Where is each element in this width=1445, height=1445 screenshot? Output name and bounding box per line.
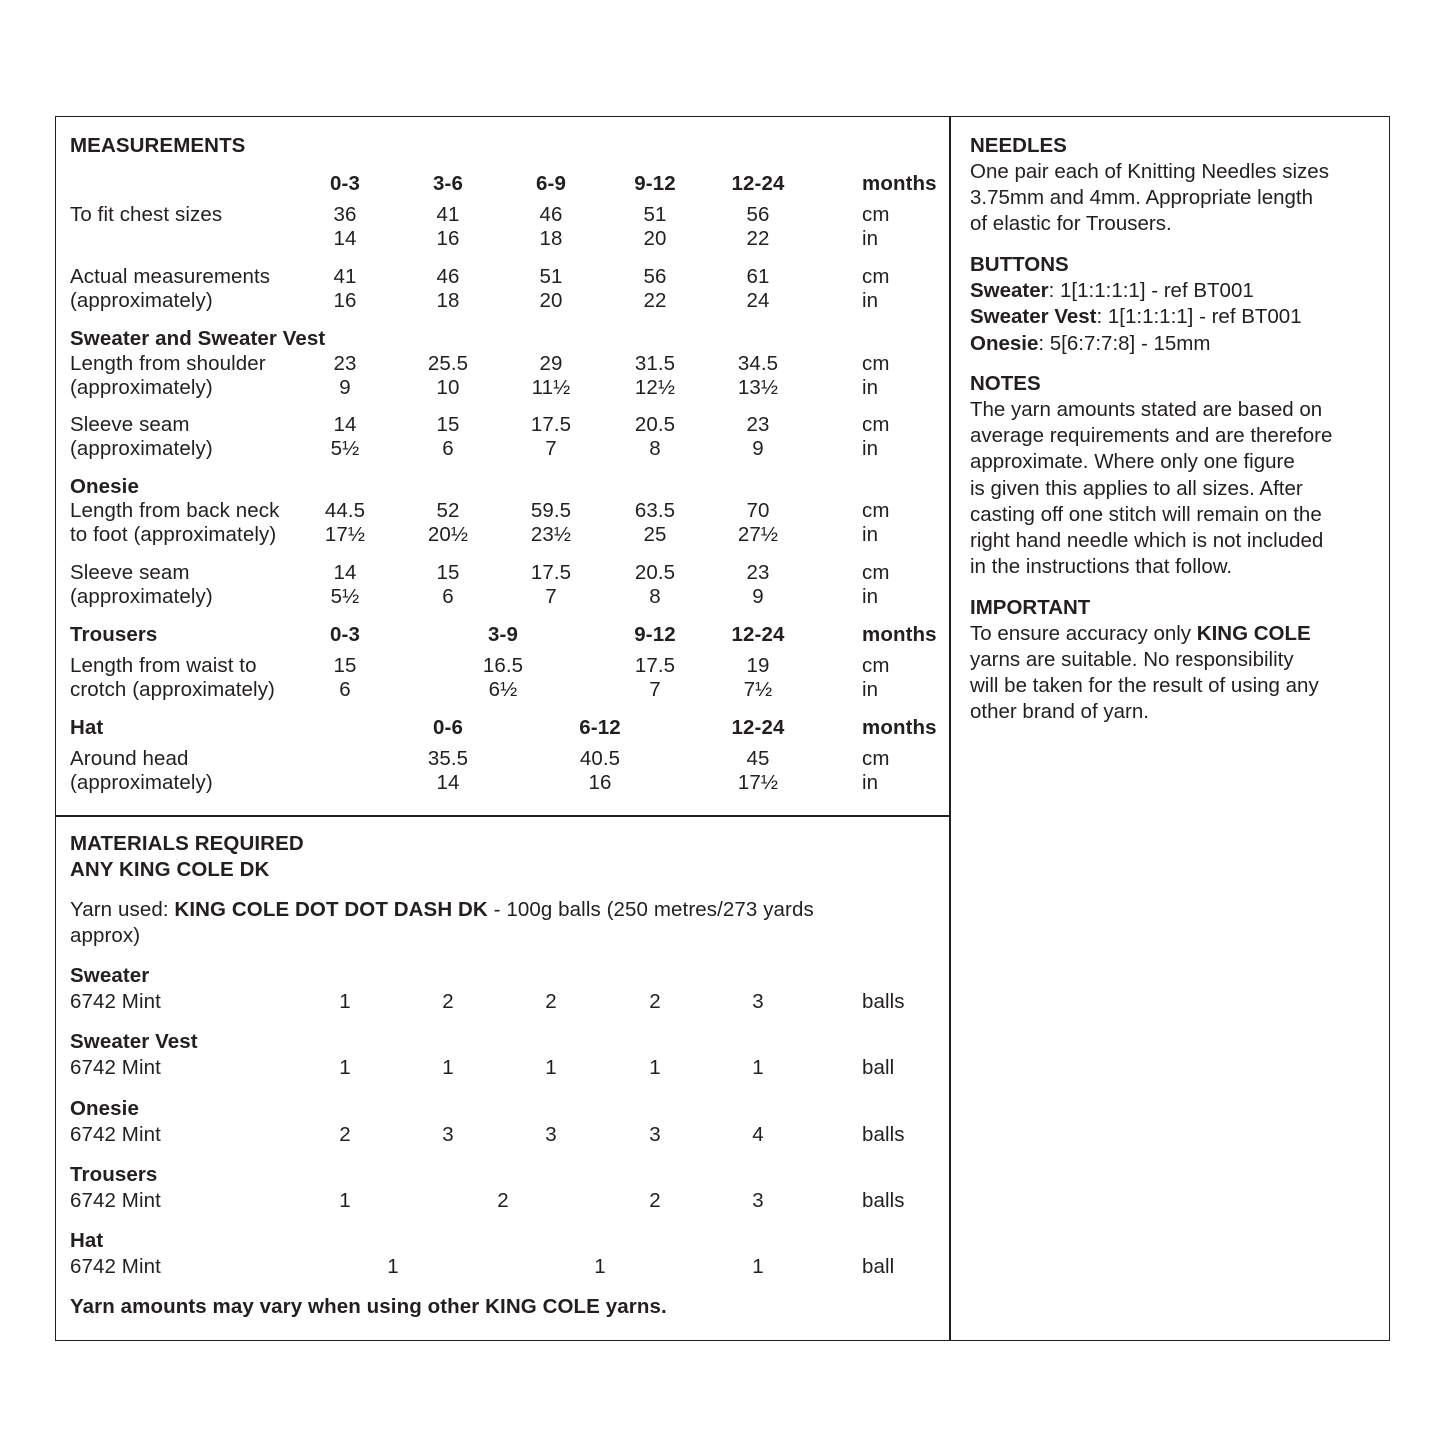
material-colour: 6742 Mint [70, 990, 161, 1013]
materials-footnote: Yarn amounts may vary when using other KING COLE yarns. [70, 1295, 667, 1318]
needles-text: of elastic for Trousers. [970, 212, 1172, 235]
important-prefix: To ensure accuracy only [970, 622, 1197, 645]
material-amount: 3 [752, 1189, 764, 1212]
onesie-length-cm-cell: 63.5 [634, 499, 676, 522]
section-title: MATERIALS REQUIRED [70, 832, 304, 855]
trousers-in-cell: 7 [649, 678, 661, 701]
trousers-size-header-cell: 9-12 [634, 623, 676, 646]
notes-text: right hand needle which is not included [970, 529, 1324, 552]
material-colour: 6742 Mint [70, 1255, 161, 1278]
chest-in-cell: 14 [333, 227, 357, 250]
material-heading: Trousers [70, 1163, 158, 1186]
hat-size-header-unit: months [862, 716, 937, 739]
hat-cm-cell: 45 [746, 747, 770, 770]
needles-text: One pair each of Knitting Needles sizes [970, 160, 1329, 183]
notes-text: in the instructions that follow. [970, 555, 1233, 579]
yarn-used-line [70, 898, 814, 922]
actual-in-cell: 20 [539, 289, 563, 312]
important-text [970, 621, 1311, 647]
onesie-sleeve-in-cell: 7 [545, 585, 557, 608]
hat-in-cell: 14 [436, 771, 460, 794]
onesie-length-cm-cell: 59.5 [530, 499, 572, 522]
sweater-sleeve-cm-cell: 20.5 [634, 413, 676, 436]
material-unit: balls [862, 1123, 905, 1146]
row-label: To fit chest sizes [70, 203, 223, 226]
buttons-title: BUTTONS [970, 253, 1069, 276]
row-label: (approximately) [70, 289, 213, 312]
material-unit: ball [862, 1255, 895, 1278]
button-item-value: : 1[1:1:1:1] - ref BT001 [1096, 305, 1302, 329]
material-unit: ball [862, 1056, 895, 1079]
onesie-length-in-unit: in [862, 523, 879, 546]
onesie-sleeve-cm-unit: cm [862, 561, 890, 584]
row-label: (approximately) [70, 437, 213, 460]
trousers-in-unit: in [862, 678, 879, 701]
chest-in-cell: 20 [643, 227, 667, 250]
material-amount: 2 [649, 990, 661, 1013]
sweater-length-cm-cell: 25.5 [427, 352, 469, 375]
actual-in-cell: 18 [436, 289, 460, 312]
section-divider [55, 815, 950, 817]
button-item-label: Sweater Vest [970, 305, 1097, 329]
row-label: (approximately) [70, 585, 213, 608]
yarn-suffix: - 100g balls (250 metres/273 yards [487, 898, 814, 921]
sweater-length-cm-cell: 34.5 [737, 352, 779, 375]
material-amount: 1 [339, 990, 351, 1013]
material-heading: Sweater [70, 964, 150, 987]
actual-cm-cell: 41 [333, 265, 357, 288]
sweater-sleeve-in-cell: 7 [545, 437, 557, 460]
trousers-cm-cell: 17.5 [634, 654, 676, 677]
actual-cm-cell: 56 [643, 265, 667, 288]
onesie-sleeve-cm-cell: 15 [436, 561, 460, 584]
important-text: yarns are suitable. No responsibility [970, 648, 1294, 671]
material-heading: Onesie [70, 1097, 139, 1120]
material-colour: 6742 Mint [70, 1189, 161, 1212]
row-label: (approximately) [70, 771, 213, 794]
notes-text: The yarn amounts stated are based on [970, 398, 1323, 421]
actual-in-unit: in [862, 289, 879, 312]
sweater-sleeve-cm-cell: 23 [746, 413, 770, 436]
size-header-cell: 0-3 [330, 172, 360, 195]
trousers-in-cell: 7½ [743, 678, 773, 701]
onesie-sleeve-cm-cell: 20.5 [634, 561, 676, 584]
onesie-length-in-cell: 17½ [324, 523, 366, 546]
sweater-length-in-cell: 12½ [634, 376, 676, 399]
actual-in-cell: 16 [333, 289, 357, 312]
chest-in-cell: 16 [436, 227, 460, 250]
sweater-sleeve-cm-unit: cm [862, 413, 890, 436]
notes-text: is given this applies to all sizes. After [970, 476, 1303, 500]
section-title: MEASUREMENTS [70, 134, 246, 157]
chest-cm-cell: 36 [333, 203, 357, 226]
sweater-length-in-cell: 9 [339, 376, 351, 399]
onesie-sleeve-cm-cell: 14 [333, 561, 357, 584]
sweater-length-in-unit: in [862, 376, 879, 399]
size-header-cell: 3-6 [433, 172, 463, 195]
size-header-cell: 12-24 [731, 172, 785, 195]
hat-cm-unit: cm [862, 747, 890, 770]
material-amount: 1 [545, 1056, 557, 1079]
sweater-sleeve-in-unit: in [862, 437, 879, 460]
trousers-size-header-cell: 12-24 [731, 623, 785, 646]
row-label: crotch (approximately) [70, 678, 275, 701]
material-amount: 4 [752, 1123, 764, 1146]
actual-in-cell: 22 [643, 289, 667, 312]
notes-text: average requirements and are therefore [970, 424, 1333, 448]
hat-size-header-cell: 12-24 [731, 716, 785, 739]
button-item-value: : 1[1:1:1:1] - ref BT001 [1048, 279, 1254, 302]
onesie-sleeve-cm-cell: 23 [746, 561, 770, 584]
sweater-sleeve-cm-cell: 17.5 [530, 413, 572, 436]
material-amount: 3 [545, 1123, 557, 1146]
needles-title: NEEDLES [970, 134, 1067, 157]
onesie-length-cm-cell: 70 [746, 499, 770, 522]
yarn-used-line2: approx) [70, 924, 141, 947]
yarn-prefix: Yarn used: [70, 898, 175, 921]
onesie-length-cm-cell: 44.5 [324, 499, 366, 522]
onesie-sleeve-cm-cell: 17.5 [530, 561, 572, 584]
actual-cm-cell: 61 [746, 265, 770, 288]
material-amount: 2 [649, 1189, 661, 1212]
onesie-length-cm-cell: 52 [436, 499, 460, 522]
chest-cm-cell: 41 [436, 203, 460, 226]
chest-cm-cell: 51 [643, 203, 667, 226]
group-heading: Onesie [70, 475, 139, 498]
hat-size-header-cell: 0-6 [433, 716, 463, 739]
sweater-length-in-cell: 11½ [531, 376, 571, 399]
material-colour: 6742 Mint [70, 1056, 161, 1079]
size-header-cell: 9-12 [634, 172, 676, 195]
sweater-sleeve-cm-cell: 14 [333, 413, 357, 436]
row-label: to foot (approximately) [70, 523, 277, 546]
material-unit: balls [862, 990, 905, 1013]
size-header-unit: months [862, 172, 937, 195]
chest-in-unit: in [862, 227, 879, 250]
sweater-sleeve-in-cell: 6 [442, 437, 454, 460]
trousers-in-cell: 6½ [488, 678, 518, 701]
sweater-length-in-cell: 10 [436, 376, 460, 399]
row-label: Length from back neck [70, 499, 280, 522]
hat-in-cell: 16 [588, 771, 612, 794]
onesie-sleeve-in-cell: 6 [442, 585, 454, 608]
button-item-label: Onesie [970, 331, 1039, 355]
material-heading: Hat [70, 1229, 104, 1252]
actual-cm-unit: cm [862, 265, 890, 288]
important-text: will be taken for the result of using any [970, 674, 1319, 698]
material-amount: 3 [649, 1123, 661, 1146]
onesie-sleeve-in-cell: 8 [649, 585, 661, 608]
onesie-sleeve-in-unit: in [862, 585, 879, 608]
row-label: Sleeve seam [70, 413, 190, 436]
onesie-length-cm-unit: cm [862, 499, 890, 522]
hat-in-cell: 17½ [737, 771, 779, 794]
trousers-cm-cell: 16.5 [482, 654, 524, 677]
onesie-length-in-cell: 23½ [530, 523, 572, 546]
group-heading: Sweater and Sweater Vest [70, 327, 326, 350]
trousers-cm-cell: 15 [333, 654, 357, 677]
needles-text: 3.75mm and 4mm. Appropriate length [970, 186, 1313, 209]
actual-cm-cell: 46 [436, 265, 460, 288]
hat-in-unit: in [862, 771, 879, 794]
important-brand: KING COLE [1196, 622, 1311, 645]
hat-cm-cell: 40.5 [579, 747, 621, 770]
column-divider [949, 116, 951, 1341]
material-amount: 1 [649, 1056, 661, 1079]
hat-cm-cell: 35.5 [427, 747, 469, 770]
material-amount: 2 [442, 990, 454, 1013]
sweater-sleeve-in-cell: 5½ [330, 437, 360, 460]
material-amount: 1 [339, 1189, 351, 1212]
onesie-length-in-cell: 20½ [427, 523, 469, 546]
sweater-sleeve-in-cell: 8 [649, 437, 661, 460]
chest-cm-cell: 46 [539, 203, 563, 226]
material-amount: 1 [442, 1056, 454, 1079]
trousers-size-header-cell: 3-9 [488, 623, 518, 646]
material-amount: 2 [497, 1189, 509, 1212]
notes-title: NOTES [970, 372, 1041, 395]
material-amount: 2 [339, 1123, 351, 1146]
material-amount: 1 [752, 1056, 764, 1079]
hat-size-header-cell: 6-12 [579, 716, 621, 739]
row-label: Sleeve seam [70, 561, 190, 584]
important-text: other brand of yarn. [970, 700, 1149, 724]
sweater-length-in-cell: 13½ [737, 376, 779, 399]
material-amount: 1 [339, 1056, 351, 1079]
trousers-in-cell: 6 [339, 678, 351, 701]
sweater-sleeve-cm-cell: 15 [436, 413, 460, 436]
button-spec [970, 278, 1254, 304]
size-header-cell: 6-9 [536, 172, 566, 195]
actual-in-cell: 24 [746, 289, 770, 312]
onesie-length-in-cell: 27½ [737, 523, 779, 546]
material-amount: 1 [594, 1255, 606, 1278]
trousers-size-header-cell: 0-3 [330, 623, 360, 646]
trousers-size-header-unit: months [862, 623, 937, 646]
material-unit: balls [862, 1189, 905, 1212]
chest-in-cell: 18 [539, 227, 563, 250]
material-heading: Sweater Vest [70, 1030, 198, 1053]
yarn-name: KING COLE DOT DOT DASH DK [174, 898, 488, 921]
onesie-length-in-cell: 25 [643, 523, 667, 546]
material-colour: 6742 Mint [70, 1123, 161, 1146]
material-amount: 2 [545, 990, 557, 1013]
section-subtitle: ANY KING COLE DK [70, 858, 270, 881]
onesie-sleeve-in-cell: 5½ [330, 585, 360, 608]
button-spec [970, 304, 1302, 330]
row-label: (approximately) [70, 376, 213, 399]
group-heading: Trousers [70, 623, 158, 646]
chest-cm-cell: 56 [746, 203, 770, 226]
button-item-value: : 5[6:7:7:8] - 15mm [1038, 331, 1211, 355]
material-amount: 3 [752, 990, 764, 1013]
button-item-label: Sweater [970, 279, 1049, 302]
chest-cm-unit: cm [862, 203, 890, 226]
trousers-cm-cell: 19 [746, 654, 770, 677]
material-amount: 1 [752, 1255, 764, 1278]
actual-cm-cell: 51 [539, 265, 563, 288]
notes-text: approximate. Where only one figure [970, 450, 1295, 474]
notes-text: casting off one stitch will remain on the [970, 502, 1322, 526]
sweater-length-cm-cell: 31.5 [634, 352, 676, 375]
button-spec [970, 331, 1210, 357]
sweater-length-cm-cell: 23 [333, 352, 357, 375]
sweater-length-cm-unit: cm [862, 352, 890, 375]
row-label: Length from shoulder [70, 352, 266, 375]
row-label: Around head [70, 747, 189, 770]
material-amount: 3 [442, 1123, 454, 1146]
row-label: Actual measurements [70, 265, 271, 288]
group-heading: Hat [70, 716, 104, 739]
trousers-cm-unit: cm [862, 654, 890, 677]
sweater-length-cm-cell: 29 [539, 352, 563, 375]
sweater-sleeve-in-cell: 9 [752, 437, 764, 460]
material-amount: 1 [387, 1255, 399, 1278]
important-title: IMPORTANT [970, 596, 1091, 619]
onesie-sleeve-in-cell: 9 [752, 585, 764, 608]
row-label: Length from waist to [70, 654, 257, 677]
chest-in-cell: 22 [746, 227, 770, 250]
